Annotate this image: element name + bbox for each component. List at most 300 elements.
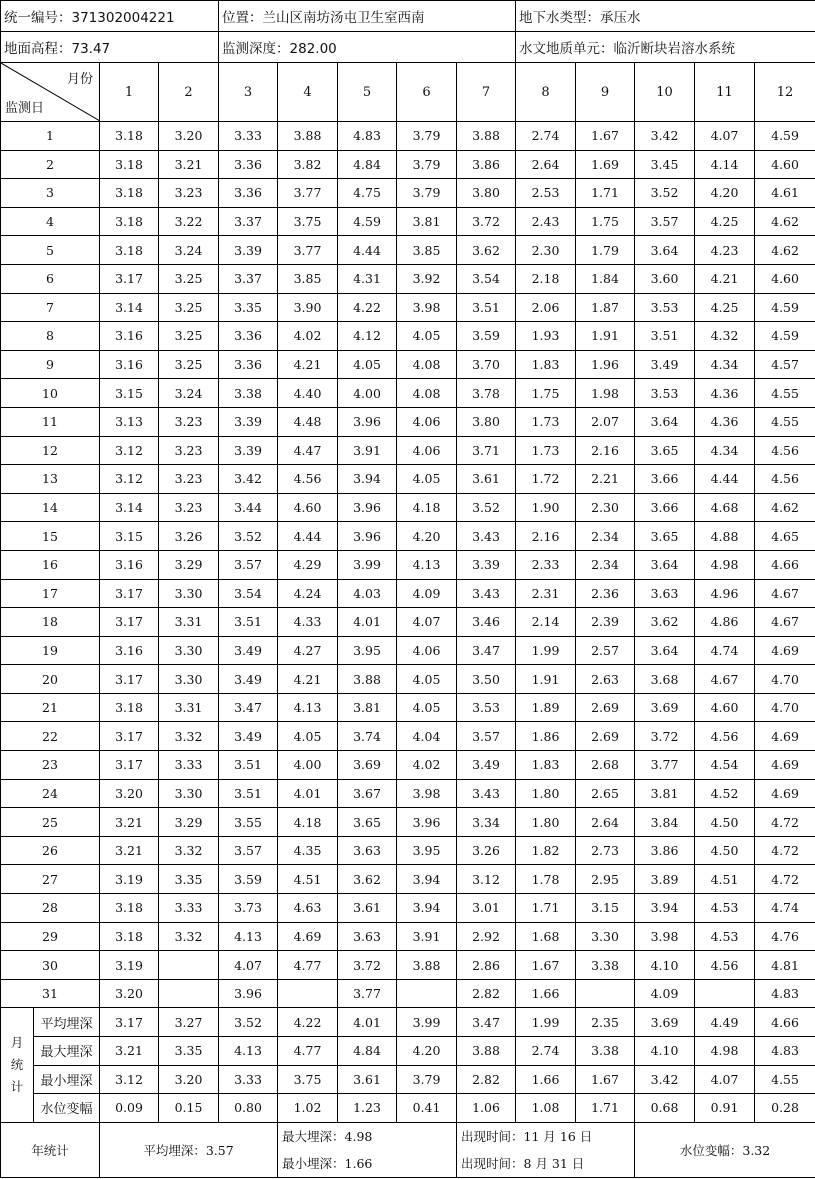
depth-value: 4.06: [397, 636, 457, 665]
depth-value: 4.44: [695, 465, 755, 494]
depth-value: 3.70: [457, 350, 516, 379]
depth-value: 2.82: [457, 979, 516, 1008]
depth-value: 4.05: [278, 722, 338, 751]
depth-value: 3.62: [635, 608, 695, 637]
depth-value: 4.74: [755, 894, 815, 923]
depth-value: 1.89: [516, 693, 576, 722]
stat-value: 3.20: [159, 1065, 219, 1094]
depth-value: 4.05: [397, 322, 457, 351]
depth-value: 4.67: [755, 608, 815, 637]
depth-value: 3.17: [100, 579, 159, 608]
depth-value: 1.69: [576, 150, 635, 179]
depth-value: 3.71: [457, 436, 516, 465]
depth-value: 3.72: [338, 951, 397, 980]
table-row: [1, 379, 815, 408]
depth-value: 4.47: [278, 436, 338, 465]
stat-value: 2.35: [576, 1008, 635, 1037]
depth-value: 3.98: [397, 293, 457, 322]
depth-value: 4.14: [695, 150, 755, 179]
depth-value: 3.72: [635, 722, 695, 751]
stat-value: 0.41: [397, 1094, 457, 1123]
stat-value: 0.91: [695, 1094, 755, 1123]
depth-value: 4.13: [219, 922, 278, 951]
depth-value: 3.21: [100, 836, 159, 865]
depth-value: 4.18: [278, 808, 338, 837]
depth-value: 3.26: [457, 836, 516, 865]
annual-stats-label: 年统计: [1, 1122, 100, 1177]
depth-value: 1.80: [516, 779, 576, 808]
depth-value: 3.61: [338, 894, 397, 923]
depth-value: 2.43: [516, 207, 576, 236]
depth-value: 1.68: [516, 922, 576, 951]
depth-value: 1.75: [576, 207, 635, 236]
day-number: 13: [1, 465, 100, 494]
depth-value: 3.98: [397, 779, 457, 808]
depth-value: 2.73: [576, 836, 635, 865]
depth-value: 4.03: [338, 579, 397, 608]
depth-value: 4.05: [397, 693, 457, 722]
depth-value: 3.44: [219, 493, 278, 522]
depth-value: 4.69: [755, 751, 815, 780]
depth-value: 3.65: [338, 808, 397, 837]
depth-value: 4.05: [397, 665, 457, 694]
depth-value: 4.84: [338, 150, 397, 179]
stat-value: 3.38: [576, 1037, 635, 1066]
stat-value: 3.88: [457, 1037, 516, 1066]
depth-value: 3.19: [100, 865, 159, 894]
depth-value: 3.99: [338, 550, 397, 579]
stat-value: 1.06: [457, 1094, 516, 1123]
depth-value: 3.91: [338, 436, 397, 465]
day-number: 26: [1, 836, 100, 865]
stat-value: 3.79: [397, 1065, 457, 1094]
depth-value: 3.21: [100, 808, 159, 837]
depth-value: 3.96: [338, 493, 397, 522]
depth-value: 3.12: [100, 465, 159, 494]
depth-value: 3.42: [219, 465, 278, 494]
month-header: 2: [159, 63, 219, 122]
table-row: [1, 465, 815, 494]
depth-value: 4.53: [695, 922, 755, 951]
depth-value: 3.12: [100, 436, 159, 465]
stat-value: 4.01: [338, 1008, 397, 1037]
depth-value: 3.54: [457, 264, 516, 293]
table-row: [1, 322, 815, 351]
depth-value: 3.81: [635, 779, 695, 808]
depth-value: 4.44: [278, 522, 338, 551]
depth-value: 3.86: [457, 150, 516, 179]
depth-value: 4.56: [755, 465, 815, 494]
stat-value: 3.42: [635, 1065, 695, 1094]
depth-value: 3.72: [457, 207, 516, 236]
stat-value: 1.08: [516, 1094, 576, 1123]
depth-value: 1.84: [576, 264, 635, 293]
depth-value: 2.07: [576, 407, 635, 436]
depth-value: 4.62: [755, 207, 815, 236]
depth-value: 3.39: [219, 436, 278, 465]
table-row: [1, 264, 815, 293]
depth-value: 4.69: [755, 779, 815, 808]
stat-value: 4.10: [635, 1037, 695, 1066]
depth-value: 4.18: [397, 493, 457, 522]
day-number: 14: [1, 493, 100, 522]
depth-value: 3.65: [635, 436, 695, 465]
depth-value: 2.69: [576, 693, 635, 722]
depth-value: 4.72: [755, 836, 815, 865]
depth-value: 3.96: [219, 979, 278, 1008]
stat-value: 4.49: [695, 1008, 755, 1037]
depth-value: 3.49: [219, 722, 278, 751]
depth-value: 2.36: [576, 579, 635, 608]
day-number: 23: [1, 751, 100, 780]
depth-value: 4.59: [755, 322, 815, 351]
depth-value: 4.55: [755, 407, 815, 436]
depth-value: 3.43: [457, 779, 516, 808]
day-number: 2: [1, 150, 100, 179]
table-row: [1, 550, 815, 579]
depth-value: 4.60: [755, 150, 815, 179]
stat-value: 1.99: [516, 1008, 576, 1037]
stat-value: 3.69: [635, 1008, 695, 1037]
depth-value: 3.16: [100, 350, 159, 379]
depth-value: 3.79: [397, 179, 457, 208]
day-number: 12: [1, 436, 100, 465]
depth-value: 4.86: [695, 608, 755, 637]
depth-value: 2.63: [576, 665, 635, 694]
month-axis-label: 月份: [66, 72, 93, 87]
stat-value: 4.20: [397, 1037, 457, 1066]
depth-value: 3.23: [159, 465, 219, 494]
depth-value: 1.93: [516, 322, 576, 351]
depth-value: 4.09: [635, 979, 695, 1008]
depth-value: 2.16: [516, 522, 576, 551]
depth-value: 3.94: [635, 894, 695, 923]
depth-value: [278, 979, 338, 1008]
stat-value: 1.66: [516, 1065, 576, 1094]
depth-value: 3.69: [338, 751, 397, 780]
depth-value: 3.52: [635, 179, 695, 208]
depth-value: 3.25: [159, 293, 219, 322]
depth-value: 3.31: [159, 693, 219, 722]
day-number: 19: [1, 636, 100, 665]
depth-value: 3.51: [219, 779, 278, 808]
depth-value: 4.25: [695, 207, 755, 236]
depth-value: 3.18: [100, 894, 159, 923]
depth-value: 3.17: [100, 608, 159, 637]
depth-value: 3.18: [100, 207, 159, 236]
table-row: [1, 979, 815, 1008]
depth-value: 3.65: [635, 522, 695, 551]
depth-value: 4.40: [278, 379, 338, 408]
depth-value: 3.20: [100, 779, 159, 808]
depth-value: 3.54: [219, 579, 278, 608]
depth-value: 3.49: [219, 636, 278, 665]
depth-value: 1.80: [516, 808, 576, 837]
depth-value: 4.59: [755, 122, 815, 151]
depth-value: 3.52: [457, 493, 516, 522]
depth-value: 3.81: [397, 207, 457, 236]
table-row: [1, 779, 815, 808]
depth-value: 3.52: [219, 522, 278, 551]
depth-value: 3.36: [219, 322, 278, 351]
depth-value: 3.12: [457, 865, 516, 894]
depth-value: 4.61: [755, 179, 815, 208]
depth-value: 4.13: [278, 693, 338, 722]
depth-value: 3.79: [397, 122, 457, 151]
depth-value: 1.83: [516, 751, 576, 780]
stat-value: 2.82: [457, 1065, 516, 1094]
stat-value: 4.66: [755, 1008, 815, 1037]
annual-range: 水位变幅：3.32: [635, 1122, 815, 1177]
depth-value: 3.77: [338, 979, 397, 1008]
stat-value: 4.98: [695, 1037, 755, 1066]
depth-value: 3.57: [635, 207, 695, 236]
depth-value: 4.50: [695, 836, 755, 865]
stat-label: 平均埋深: [34, 1008, 100, 1037]
depth-value: [576, 979, 635, 1008]
depth-value: 3.30: [576, 922, 635, 951]
stat-value: 1.71: [576, 1094, 635, 1123]
month-header: 11: [695, 63, 755, 122]
depth-value: 3.33: [159, 894, 219, 923]
depth-value: 3.85: [397, 236, 457, 265]
depth-value: 3.63: [338, 922, 397, 951]
day-number: 16: [1, 550, 100, 579]
day-number: 4: [1, 207, 100, 236]
day-number: 10: [1, 379, 100, 408]
stat-value: 3.27: [159, 1008, 219, 1037]
depth-value: 3.53: [457, 693, 516, 722]
table-row: [1, 293, 815, 322]
depth-value: 3.96: [397, 808, 457, 837]
depth-value: 4.81: [755, 951, 815, 980]
depth-value: 3.53: [635, 293, 695, 322]
depth-value: 3.47: [457, 636, 516, 665]
depth-value: 4.36: [695, 379, 755, 408]
depth-value: 4.29: [278, 550, 338, 579]
depth-value: 3.88: [278, 122, 338, 151]
table-row: [1, 665, 815, 694]
depth-value: 3.32: [159, 836, 219, 865]
day-number: 7: [1, 293, 100, 322]
depth-value: 4.56: [755, 436, 815, 465]
depth-value: 2.68: [576, 751, 635, 780]
depth-value: 2.95: [576, 865, 635, 894]
depth-value: 3.17: [100, 665, 159, 694]
depth-value: 2.39: [576, 608, 635, 637]
depth-value: 3.25: [159, 350, 219, 379]
depth-value: 3.18: [100, 922, 159, 951]
depth-value: 3.77: [635, 751, 695, 780]
depth-value: 2.18: [516, 264, 576, 293]
depth-value: 4.13: [397, 550, 457, 579]
depth-value: 3.75: [278, 207, 338, 236]
day-number: 21: [1, 693, 100, 722]
day-number: 28: [1, 894, 100, 923]
depth-value: 3.36: [219, 350, 278, 379]
depth-value: 4.56: [278, 465, 338, 494]
depth-value: 3.78: [457, 379, 516, 408]
depth-value: 2.16: [576, 436, 635, 465]
table-row: [1, 894, 815, 923]
depth-value: 2.34: [576, 550, 635, 579]
depth-value: 3.38: [576, 951, 635, 980]
depth-value: 4.00: [338, 379, 397, 408]
depth-value: 3.82: [278, 150, 338, 179]
depth-value: 3.24: [159, 379, 219, 408]
depth-value: 3.14: [100, 293, 159, 322]
annual-max-depth: 最大埋深：4.98: [278, 1122, 457, 1150]
depth-value: 2.64: [576, 808, 635, 837]
depth-value: 3.14: [100, 493, 159, 522]
depth-value: [159, 951, 219, 980]
depth-value: 3.60: [635, 264, 695, 293]
day-number: 27: [1, 865, 100, 894]
depth-value: 3.77: [278, 236, 338, 265]
depth-value: 2.74: [516, 122, 576, 151]
day-number: 29: [1, 922, 100, 951]
depth-value: 4.07: [397, 608, 457, 637]
depth-value: 1.78: [516, 865, 576, 894]
day-number: 22: [1, 722, 100, 751]
depth-value: 3.64: [635, 636, 695, 665]
depth-value: 4.25: [695, 293, 755, 322]
month-header: 1: [100, 63, 159, 122]
depth-value: 2.30: [576, 493, 635, 522]
depth-value: 1.71: [516, 894, 576, 923]
month-header: 3: [219, 63, 278, 122]
stat-value: 0.15: [159, 1094, 219, 1123]
table-row: [1, 836, 815, 865]
day-number: 8: [1, 322, 100, 351]
day-number: 11: [1, 407, 100, 436]
depth-value: [695, 979, 755, 1008]
month-header: 8: [516, 63, 576, 122]
depth-value: 3.25: [159, 322, 219, 351]
depth-value: 3.18: [100, 236, 159, 265]
table-row: [1, 922, 815, 951]
depth-value: [397, 979, 457, 1008]
stat-row: [1, 1008, 815, 1037]
table-row: [1, 122, 815, 151]
depth-value: 2.06: [516, 293, 576, 322]
stat-value: 3.99: [397, 1008, 457, 1037]
depth-value: 3.29: [159, 550, 219, 579]
depth-value: 1.67: [576, 122, 635, 151]
stat-row: [1, 1065, 815, 1094]
depth-value: 3.39: [219, 236, 278, 265]
depth-value: 4.05: [397, 465, 457, 494]
depth-value: 4.51: [278, 865, 338, 894]
stat-value: 4.83: [755, 1037, 815, 1066]
depth-value: 1.99: [516, 636, 576, 665]
depth-value: 1.73: [516, 436, 576, 465]
depth-value: 4.69: [755, 636, 815, 665]
depth-value: 4.51: [695, 865, 755, 894]
depth-value: 4.67: [695, 665, 755, 694]
depth-value: 3.47: [219, 693, 278, 722]
depth-value: 3.16: [100, 550, 159, 579]
depth-value: 3.68: [635, 665, 695, 694]
depth-value: 4.72: [755, 865, 815, 894]
depth-value: 3.51: [457, 293, 516, 322]
stat-value: 3.75: [278, 1065, 338, 1094]
depth-value: 3.24: [159, 236, 219, 265]
depth-value: 4.77: [278, 951, 338, 980]
depth-value: 3.94: [397, 865, 457, 894]
month-header: 12: [755, 63, 815, 122]
day-number: 30: [1, 951, 100, 980]
depth-value: 3.15: [100, 522, 159, 551]
table-row: [1, 436, 815, 465]
stat-value: 4.77: [278, 1037, 338, 1066]
depth-value: 3.51: [219, 608, 278, 637]
depth-value: 3.55: [219, 808, 278, 837]
depth-value: 3.25: [159, 264, 219, 293]
station-location: 位置：兰山区南坊汤屯卫生室西南: [219, 1, 516, 32]
depth-value: 3.15: [100, 379, 159, 408]
depth-value: 1.91: [516, 665, 576, 694]
depth-value: 3.43: [457, 522, 516, 551]
depth-value: 4.44: [338, 236, 397, 265]
depth-value: 3.39: [457, 550, 516, 579]
depth-value: 4.20: [397, 522, 457, 551]
depth-value: 4.74: [695, 636, 755, 665]
depth-value: 4.83: [338, 122, 397, 151]
depth-value: 4.00: [278, 751, 338, 780]
table-row: [1, 150, 815, 179]
table-row: [1, 608, 815, 637]
depth-value: 4.62: [755, 236, 815, 265]
depth-value: 3.66: [635, 493, 695, 522]
depth-value: 3.62: [338, 865, 397, 894]
annual-min-time: 出现时间：8 月 31 日: [457, 1150, 635, 1178]
depth-value: 3.64: [635, 550, 695, 579]
stat-value: 4.13: [219, 1037, 278, 1066]
groundwater-type: 地下水类型：承压水: [516, 1, 815, 32]
depth-value: 4.52: [695, 779, 755, 808]
table-row: [1, 808, 815, 837]
depth-value: 4.76: [755, 922, 815, 951]
depth-value: 4.56: [695, 722, 755, 751]
stat-value: 3.52: [219, 1008, 278, 1037]
depth-value: 3.21: [159, 150, 219, 179]
depth-value: 2.31: [516, 579, 576, 608]
depth-value: 4.59: [338, 207, 397, 236]
depth-value: 1.86: [516, 722, 576, 751]
depth-value: [159, 979, 219, 1008]
depth-value: 3.42: [635, 122, 695, 151]
day-number: 31: [1, 979, 100, 1008]
depth-value: 3.18: [100, 150, 159, 179]
depth-value: 3.34: [457, 808, 516, 837]
stat-label: 水位变幅: [34, 1094, 100, 1123]
depth-value: 3.88: [457, 122, 516, 151]
month-header: 9: [576, 63, 635, 122]
depth-value: 3.96: [338, 407, 397, 436]
depth-value: 4.88: [695, 522, 755, 551]
depth-value: 1.82: [516, 836, 576, 865]
table-row: [1, 407, 815, 436]
depth-value: 4.23: [695, 236, 755, 265]
depth-value: 3.26: [159, 522, 219, 551]
table-row: [1, 865, 815, 894]
depth-value: 3.36: [219, 150, 278, 179]
day-number: 18: [1, 608, 100, 637]
depth-value: 3.95: [397, 836, 457, 865]
depth-value: 3.51: [635, 322, 695, 351]
monthly-stats-label: 月统计: [1, 1008, 34, 1122]
